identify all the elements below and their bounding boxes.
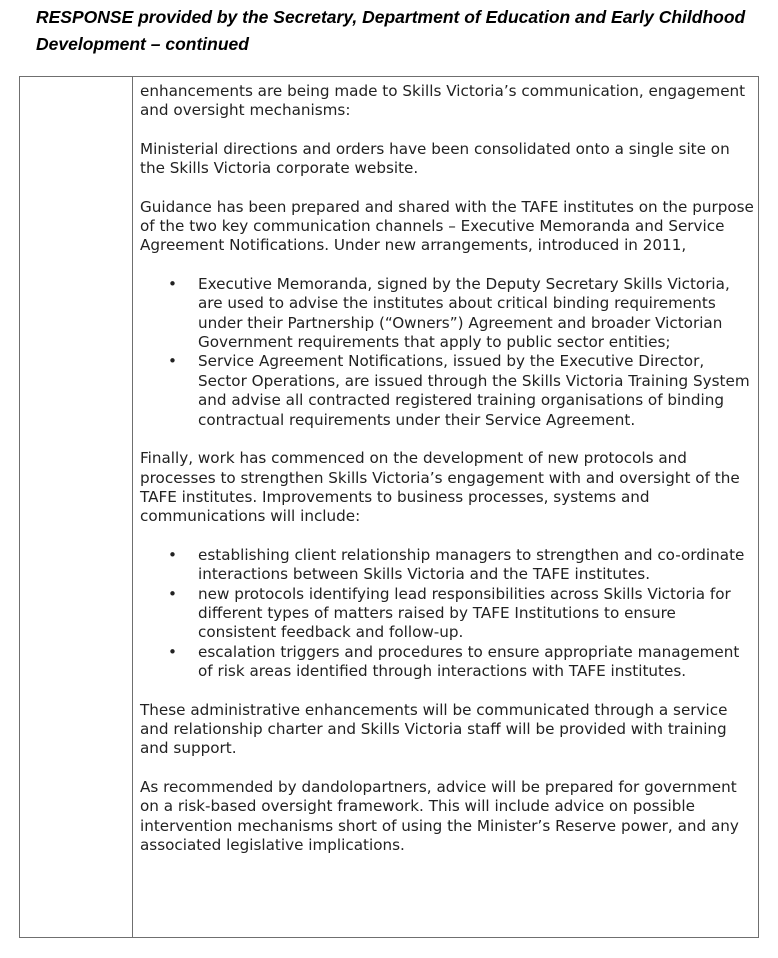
list-item-text: Executive Memoranda, signed by the Deputy Secretary Skills Victoria, are used to advise the institutes about critical binding requirements under their Partnership (“Owners”) Agreement and broader Victorian Government requirements that apply to public sector entities;	[198, 274, 730, 352]
response-table	[19, 76, 759, 938]
communication-channels-list	[140, 275, 756, 430]
improvements-list	[140, 546, 756, 682]
bullet-icon: •	[168, 352, 177, 371]
list-item	[140, 546, 756, 585]
list-item	[140, 643, 756, 682]
left-column	[20, 77, 133, 937]
list-item	[140, 352, 756, 430]
bullet-icon: •	[168, 545, 177, 564]
bullet-icon: •	[168, 642, 177, 661]
list-item-text: escalation triggers and procedures to ensure appropriate management of risk areas identified through interactions with TAFE institutes.	[198, 642, 740, 681]
bullet-icon: •	[168, 274, 177, 293]
list-item	[140, 585, 756, 643]
paragraph: Guidance has been prepared and shared with the TAFE institutes on the purpose of the two key communication channels – Executive Memoranda and Service Agreement Notifications. Under new arrangements, introduced in 2011,	[140, 197, 754, 255]
bullet-icon: •	[168, 584, 177, 603]
paragraph: Finally, work has commenced on the development of new protocols and processes to strengthen Skills Victoria’s engagement with and oversight of the TAFE institutes. Improvements to business processes, systems and communications will include:	[140, 449, 740, 526]
paragraph: As recommended by dandolopartners, advice will be prepared for government on a risk-based oversight framework. This will include advice on possible intervention mechanisms short of using the Minister’s Reserve power, and any associated legislative implications.	[140, 777, 739, 854]
paragraph: Ministerial directions and orders have been consolidated onto a single site on the Skills Victoria corporate website.	[140, 139, 730, 178]
response-text-cell	[140, 82, 756, 874]
page-heading: RESPONSE provided by the Secretary, Department of Education and Early Childhood Development – continued	[36, 7, 746, 54]
list-item	[140, 275, 756, 353]
list-item-text: new protocols identifying lead responsibilities across Skills Victoria for different types of matters raised by TAFE Institutions to ensure consistent feedback and follow-up.	[198, 584, 731, 642]
paragraph: enhancements are being made to Skills Victoria’s communication, engagement and oversight mechanisms:	[140, 82, 746, 120]
list-item-text: Service Agreement Notifications, issued by the Executive Director, Sector Operations, are issued through the Skills Victoria Training System and advise all contracted registered training organisations of binding contractual requirements under their Service Agreement.	[198, 352, 750, 429]
list-item-text: establishing client relationship managers to strengthen and co-ordinate interactions between Skills Victoria and the TAFE institutes.	[198, 545, 745, 584]
paragraph: These administrative enhancements will be communicated through a service and relationship charter and Skills Victoria staff will be provided with training and support.	[140, 700, 728, 758]
